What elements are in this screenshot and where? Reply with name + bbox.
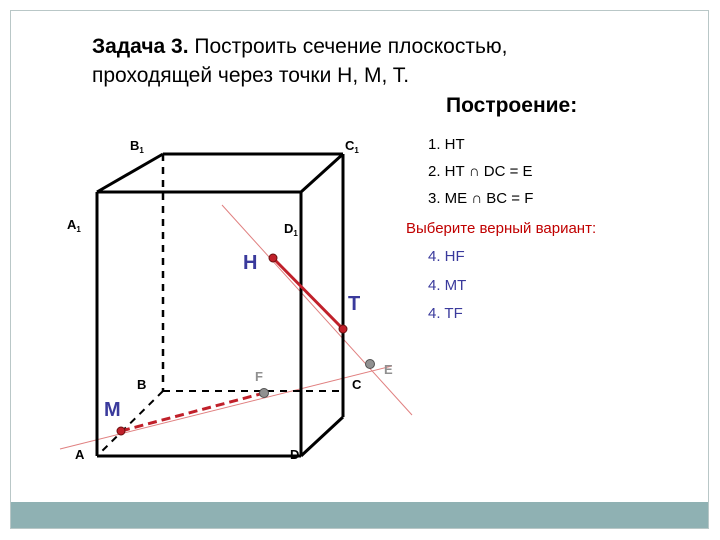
construction-heading: Построение: [446,94,578,117]
construction-step-2: 2. НТ ∩ DC = E [428,163,533,180]
edge-dc [301,417,343,456]
vertex-a-label: A [75,447,85,462]
point-h-label: H [243,252,258,274]
construction-step-3: 3. ME ∩ BC = F [428,190,534,207]
line-ht-extended [222,205,412,415]
point-m-marker [117,427,125,435]
task-number: Задача 3. [92,35,189,58]
vertex-b-label: B [137,377,147,392]
point-t-marker [339,325,347,333]
point-f-marker [260,389,269,398]
option-hf[interactable]: 4. HF [428,248,465,265]
vertex-d1-label: $D_1$ [284,221,298,238]
segment-ht [273,258,343,329]
option-mt[interactable]: 4. MT [428,277,467,294]
point-m-label: M [104,399,121,421]
vertex-b1-label: $B_1$ [130,138,144,155]
task-text-line2: проходящей через точки H, M, T. [92,64,410,87]
vertex-a1-label: $A_1$ [67,217,81,234]
task-text-line1: Построить сечение плоскостью, [188,35,508,58]
point-f-label: F [255,369,263,384]
point-e-label: E [384,362,393,377]
option-tf[interactable]: 4. TF [428,305,463,322]
point-h-marker [269,254,277,262]
edge-a1b1 [97,154,163,192]
edge-c1d1 [301,154,343,192]
choose-variant-prompt: Выберите верный вариант: [406,220,597,237]
vertex-d-label: D [290,447,300,462]
point-e-marker [366,360,375,369]
point-t-label: T [348,293,361,315]
vertex-c1-label: $C_1$ [345,138,359,155]
vertex-c-label: C [352,377,362,392]
footer-bar [11,502,708,528]
construction-step-1: 1. НТ [428,136,465,153]
